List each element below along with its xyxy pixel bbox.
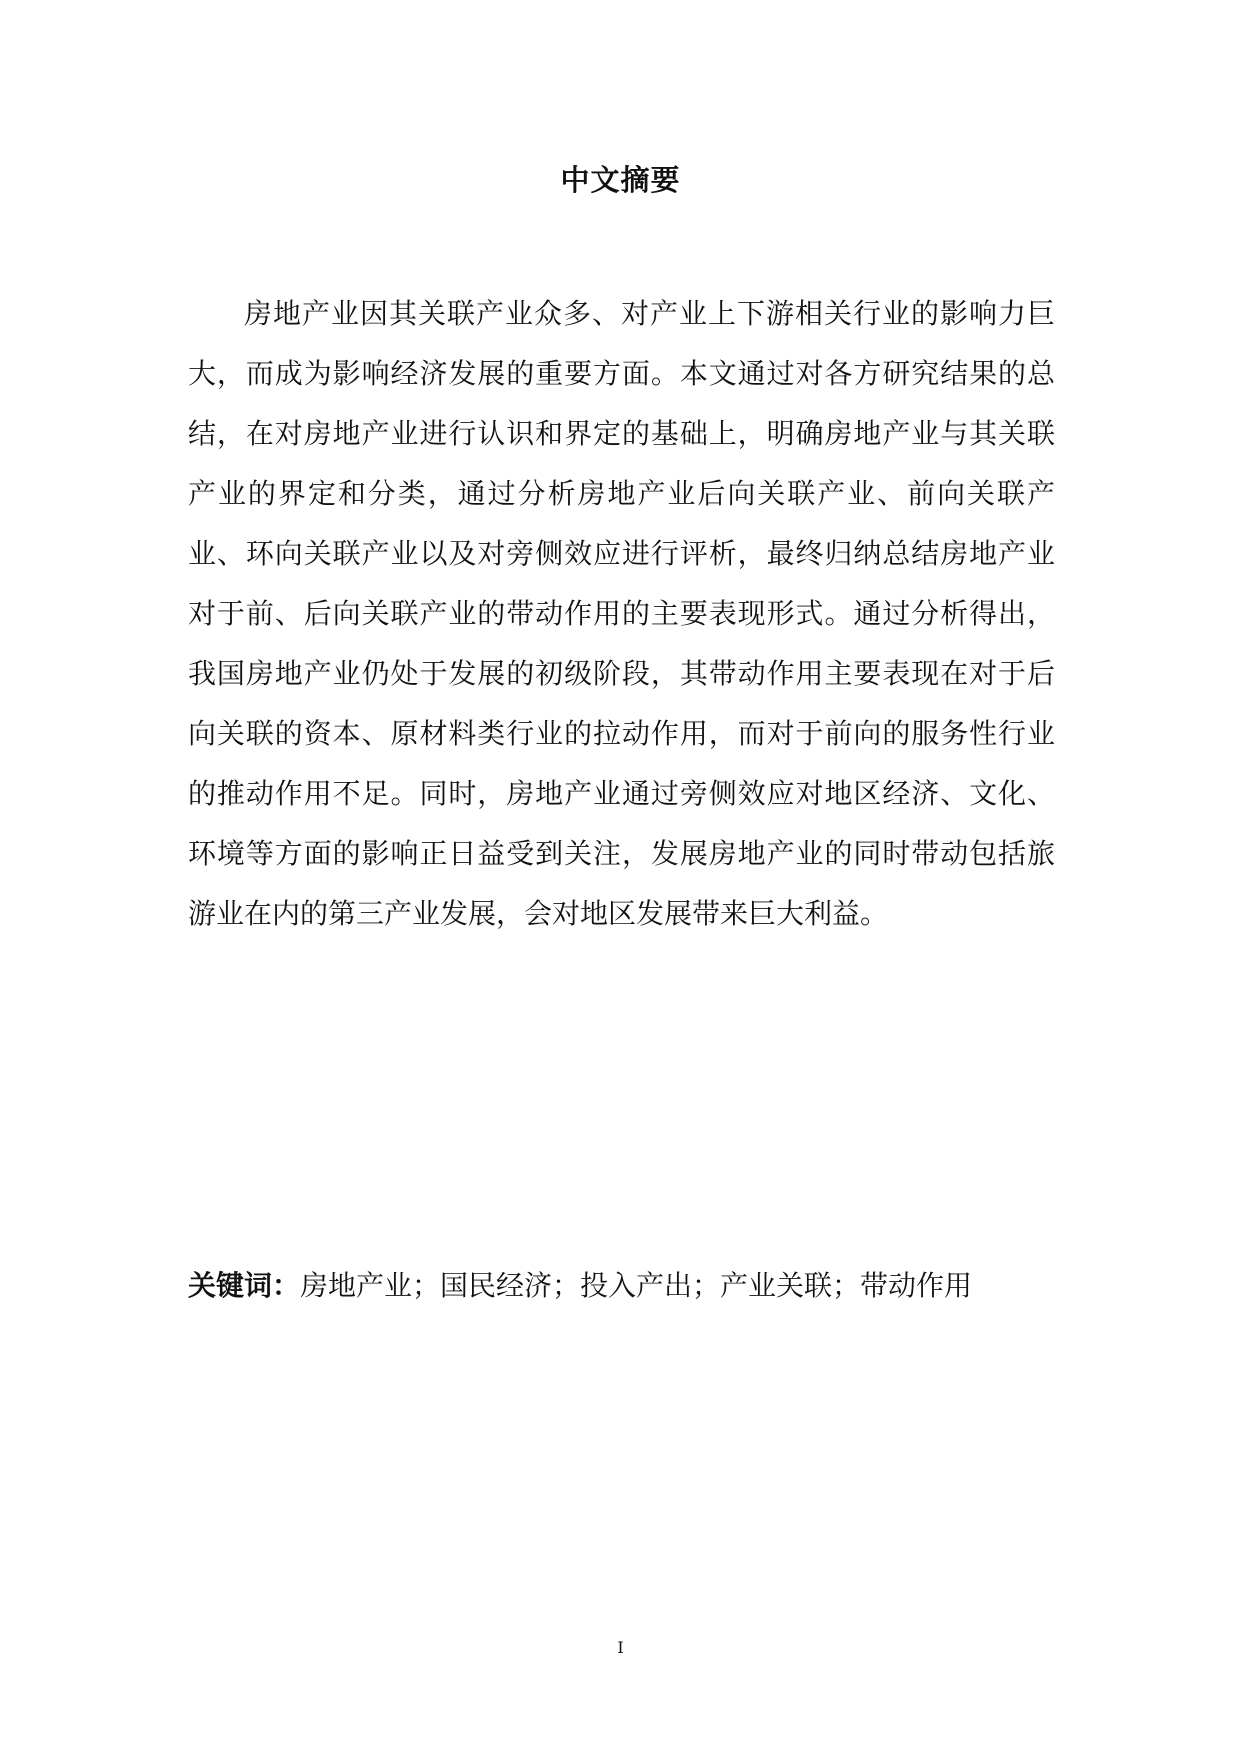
page-number: I [617,1638,624,1657]
keywords-text: 房地产业；国民经济；投入产出；产业关联；带动作用 [300,1269,973,1302]
page-title: 中文摘要 [560,163,681,197]
keywords-label: 关键词： [188,1269,301,1302]
keywords-line [188,1266,1068,1306]
abstract-paragraph: 房地产业因其关联产业众多、对产业上下游相关行业的影响力巨大，而成为影响经济发展的重要方面。本文通过对各方研究结果的总结，在对房地产业进行认识和界定的基础上，明确房地产业与其关联产业的界定和分类，通过分析房地产业后向关联产业、前向关联产业、环向关联产业以及对旁侧效应进行评析，最终归纳总结房地产业对于前、后向关联产业的带动作用的主要表现形式。通过分析得出，我国房地产业仍处于发展的初级阶段，其带动作用主要表现在对于后向关联的资本、原材料类行业的拉动作用，而对于前向的服务性行业的推动作用不足。同时，房地产业通过旁侧效应对地区经济、文化、环境等方面的影响正日益受到关注，发展房地产业的同时带动包括旅游业在内的第三产业发展，会对地区发展带来巨大利益。 [188,297,1055,930]
